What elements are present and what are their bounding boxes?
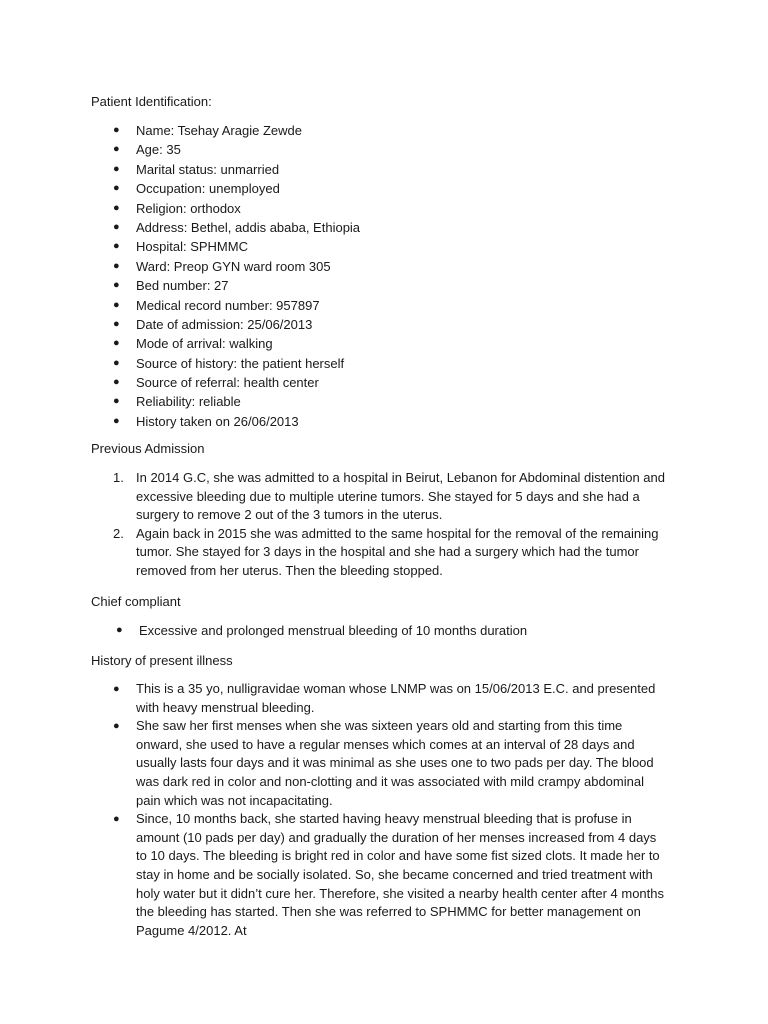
list-item: ● Medical record number: 957897 bbox=[0, 296, 768, 315]
list-item: ● She saw her first menses when she was sixteen years old and starting from this time onward, she used to have a regular menses which comes at an interval of 28 days and usually lasts four days and it was minimal as she uses one to two pads per day. The blood was dark red in color and non-clotting and it was associated with mild crampy abdominal pain which was not incapacitating. bbox=[113, 718, 654, 808]
patient-identification-list bbox=[0, 121, 768, 431]
bullet-icon: ● bbox=[113, 182, 120, 195]
list-item: ● Address: Bethel, addis ababa, Ethiopia bbox=[0, 218, 768, 237]
bullet-icon: ● bbox=[116, 624, 123, 636]
chief-complaint-heading: Chief compliant bbox=[91, 594, 181, 609]
list-item: ● This is a 35 yo, nulligravidae woman whose LNMP was on 15/06/2013 E.C. and presented with heavy menstrual bleeding. bbox=[113, 681, 656, 715]
history-present-illness-heading: History of present illness bbox=[91, 653, 233, 668]
bullet-icon: ● bbox=[113, 143, 120, 156]
list-item: ● Occupation: unemployed bbox=[0, 179, 768, 198]
list-number: 1. bbox=[113, 470, 124, 485]
list-item: ● Age: 35 bbox=[0, 140, 768, 159]
bullet-icon: ● bbox=[113, 376, 120, 389]
bullet-icon: ● bbox=[113, 317, 120, 330]
history-present-illness-list bbox=[0, 680, 768, 940]
list-item: ● Marital status: unmarried bbox=[0, 160, 768, 179]
list-item: ● Religion: orthodox bbox=[0, 199, 768, 218]
bullet-icon: ● bbox=[113, 414, 120, 427]
bullet-icon: ● bbox=[113, 259, 120, 272]
list-item: ● Since, 10 months back, she started having heavy menstrual bleeding that is profuse in amount (10 pads per day) and gradually the duration of her menses increased from 4 days to 10 days. The bleeding is bright red in color and have some fist sized clots. It made her to stay in home and be socially isolated. So, she became concerned and tried treatment with holy water but it didn’t cure her. Therefore, she visited a nearby health center after 4 months the bleeding has started. Then she was referred to SPHMMC for better management on Pagume 4/2012. At bbox=[113, 811, 664, 938]
list-item: ● Bed number: 27 bbox=[0, 276, 768, 295]
previous-admission-list bbox=[0, 469, 768, 581]
bullet-icon: ● bbox=[113, 720, 120, 733]
bullet-icon: ● bbox=[113, 356, 120, 369]
list-item: ● Ward: Preop GYN ward room 305 bbox=[0, 257, 768, 276]
list-item: ● History taken on 26/06/2013 bbox=[0, 412, 768, 431]
list-item: ● Date of admission: 25/06/2013 bbox=[0, 315, 768, 334]
list-item: ● Name: Tsehay Aragie Zewde bbox=[0, 121, 768, 140]
patient-identification-heading: Patient Identification: bbox=[91, 94, 212, 109]
bullet-icon: ● bbox=[113, 220, 120, 233]
list-number: 2. bbox=[113, 525, 124, 541]
bullet-icon: ● bbox=[113, 279, 120, 292]
list-item: 1. In 2014 G.C, she was admitted to a hospital in Beirut, Lebanon for Abdominal distention and excessive bleeding due to multiple uterine tumors. She stayed for 5 days and she had a surgery to remove 2 out of the 3 tumors in the uterus. bbox=[113, 470, 666, 523]
bullet-icon: ● bbox=[113, 298, 120, 311]
bullet-icon: ● bbox=[113, 124, 120, 136]
list-item: ● Source of history: the patient herself bbox=[0, 354, 768, 373]
list-item: ● Excessive and prolonged menstrual bleeding of 10 months duration bbox=[0, 621, 768, 640]
chief-complaint-list bbox=[0, 621, 768, 640]
bullet-icon: ● bbox=[113, 813, 120, 826]
bullet-icon: ● bbox=[113, 395, 120, 408]
list-item: ● Mode of arrival: walking bbox=[0, 334, 768, 353]
list-item: ● Hospital: SPHMMC bbox=[0, 237, 768, 256]
bullet-icon: ● bbox=[113, 337, 120, 350]
list-item: ● Reliability: reliable bbox=[0, 392, 768, 411]
bullet-icon: ● bbox=[113, 683, 120, 695]
list-item: ● Source of referral: health center bbox=[0, 373, 768, 392]
list-item: 2. Again back in 2015 she was admitted to the same hospital for the removal of the remaining tumor. She stayed for 3 days in the hospital and she had a surgery which had the tumor removed from her uterus. Then the bleeding stopped. bbox=[113, 525, 659, 578]
bullet-icon: ● bbox=[113, 240, 120, 253]
bullet-icon: ● bbox=[113, 162, 120, 175]
previous-admission-heading: Previous Admission bbox=[91, 441, 205, 456]
bullet-icon: ● bbox=[113, 201, 120, 214]
